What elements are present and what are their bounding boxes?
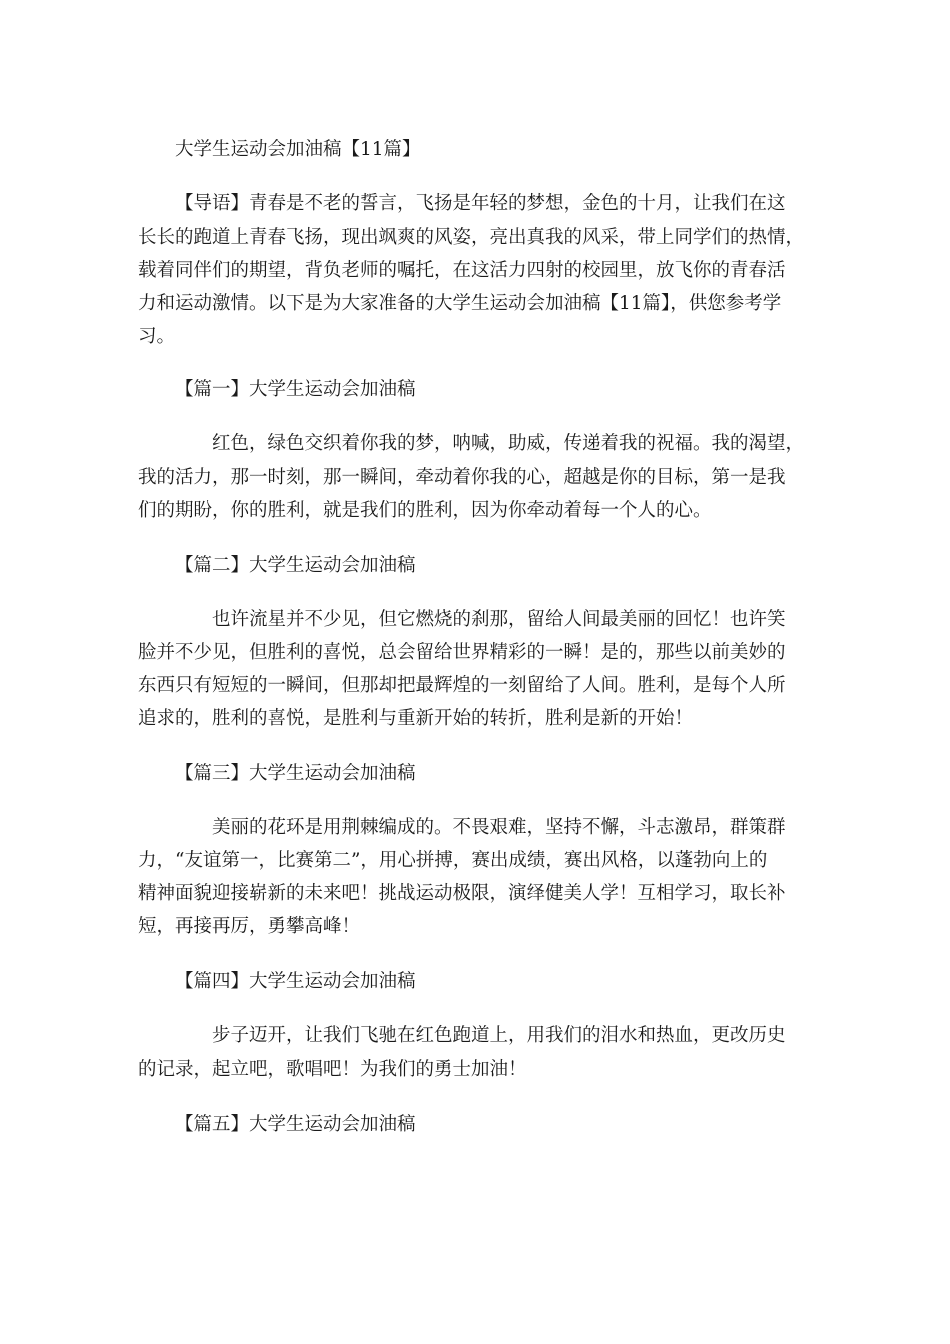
section-heading: 【篇二】大学生运动会加油稿 [175,555,416,576]
paragraph-line: 的记录，起立吧，歌唱吧！为我们的勇士加油！ [138,1059,527,1080]
paragraph-line: 脸并不少见，但胜利的喜悦，总会留给世界精彩的一瞬！是的，那些以前美妙的 [138,642,786,663]
paragraph-line: 东西只有短短的一瞬间，但那却把最辉煌的一刻留给了人间。胜利，是每个人所 [138,675,786,696]
section-heading: 【篇四】大学生运动会加油稿 [175,971,416,992]
paragraph-line: 我的活力，那一时刻，那一瞬间，牵动着你我的心，超越是你的目标，第一是我 [138,467,786,488]
document-title: 大学生运动会加油稿【11篇】 [175,139,421,160]
section-heading: 【篇三】大学生运动会加油稿 [175,763,416,784]
paragraph-line: 红色，绿色交织着你我的梦，呐喊，助威，传递着我的祝福。我的渴望， [212,433,805,454]
paragraph-line: 步子迈开，让我们飞驰在红色跑道上，用我们的泪水和热血，更改历史 [212,1025,786,1046]
section-heading: 【篇五】大学生运动会加油稿 [175,1114,416,1135]
paragraph-line: 精神面貌迎接崭新的未来吧！挑战运动极限，演绎健美人学！互相学习，取长补 [138,883,786,904]
paragraph-line: 也许流星并不少见，但它燃烧的刹那，留给人间最美丽的回忆！也许笑 [212,609,786,630]
intro-line: 【导语】青春是不老的誓言，飞扬是年轻的梦想，金色的十月，让我们在这 [175,193,786,214]
paragraph-line: 短，再接再厉，勇攀高峰！ [138,916,361,937]
paragraph-line: 们的期盼，你的胜利，就是我们的胜利，因为你牵动着每一个人的心。 [138,500,712,521]
intro-line: 力和运动激情。以下是为大家准备的大学生运动会加油稿【11篇】，供您参考学 [138,293,782,314]
paragraph-line: 美丽的花环是用荆棘编成的。不畏艰难，坚持不懈，斗志激昂，群策群 [212,817,786,838]
intro-line: 长长的跑道上青春飞扬，现出飒爽的风姿，亮出真我的风采，带上同学们的热情， [138,227,805,248]
paragraph-line: 力，“友谊第一，比赛第二”，用心拼搏，赛出成绩，赛出风格，以蓬勃向上的 [138,850,768,871]
intro-line: 习。 [138,326,176,347]
paragraph-line: 追求的，胜利的喜悦，是胜利与重新开始的转折，胜利是新的开始！ [138,708,694,729]
section-heading: 【篇一】大学生运动会加油稿 [175,379,416,400]
intro-line: 载着同伴们的期望，背负老师的嘱托，在这活力四射的校园里，放飞你的青春活 [138,260,786,281]
